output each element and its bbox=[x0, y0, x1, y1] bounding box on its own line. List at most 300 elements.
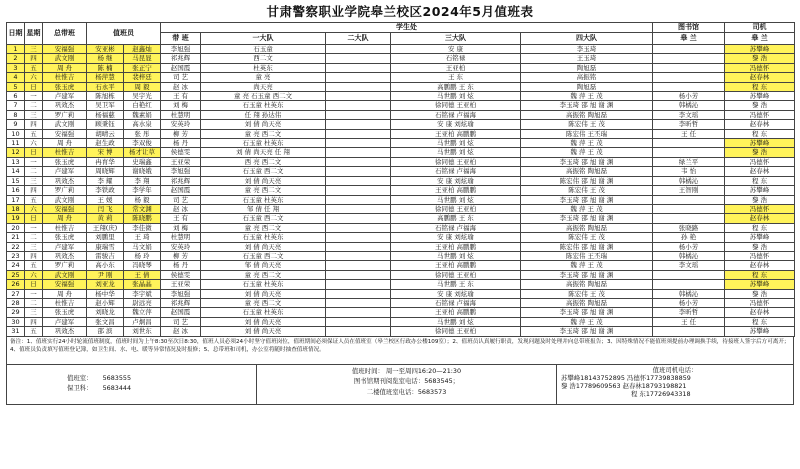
d2-cell bbox=[326, 223, 391, 232]
d3-cell: 石铭禄 卢福海 bbox=[391, 110, 521, 119]
daiban-cell: 杜慧明 bbox=[161, 110, 201, 119]
notes: 备注：1、值班实行24小时轮流值班制度，值班时间为上午8:30至次日8:30，值班人员必须24小时坚守值班岗位，值班期间必须保证人员在值班室（皋兰校区行政办公楼109室）；2、值班员认真履行职责，发现问题及时处理并向总带班报告；3、因特殊情况不能值班须提前办理调换手续，待接班人签字后方可离开；4、值班员负责填写值班登记簿，如卫生间、水、电、暖等异常情况及时报修；5、总带班和司机，办公室将随时抽查值班情况。 bbox=[6, 337, 794, 365]
week-cell: 二 bbox=[25, 167, 43, 176]
d3-cell: 王亚柏 高鹏鹏 bbox=[391, 308, 521, 317]
d2-cell bbox=[326, 148, 391, 157]
week-cell: 日 bbox=[25, 280, 43, 289]
d4-cell: 陈宏伟 王 茂 bbox=[521, 233, 653, 242]
daiban-cell: 安英玲 bbox=[161, 242, 201, 251]
d1-cell: 任 翔 孙达伟 bbox=[201, 110, 326, 119]
col-header-week: 星期 bbox=[25, 23, 43, 45]
d2-cell bbox=[326, 195, 391, 204]
d2-cell bbox=[326, 204, 391, 213]
chief-cell: 巩效杰 bbox=[43, 327, 87, 336]
d1-cell: 石玉童 杜英东 bbox=[201, 308, 326, 317]
d1-cell: 西 亮 西二文 bbox=[201, 157, 326, 166]
week-cell: 日 bbox=[25, 82, 43, 91]
table-row bbox=[7, 280, 795, 289]
d1-cell: 童 亮 西二文 bbox=[201, 270, 326, 279]
table-row bbox=[7, 110, 795, 119]
chief-cell: 卢建军 bbox=[43, 317, 87, 326]
daiban-cell: 柳 芳 bbox=[161, 129, 201, 138]
daiban-cell: 司 艺 bbox=[161, 317, 201, 326]
library-cell bbox=[653, 214, 725, 223]
driver-cell: 赵春林 bbox=[725, 120, 795, 129]
week-cell: 五 bbox=[25, 195, 43, 204]
staff2-cell: 陈晓鹏 bbox=[124, 214, 161, 223]
footer-drivers bbox=[557, 365, 793, 404]
d3-cell: 石铭禄 卢福海 bbox=[391, 167, 521, 176]
staff1-cell: 邵 滨 bbox=[87, 327, 124, 336]
table-row bbox=[7, 139, 795, 148]
day-cell: 14 bbox=[7, 167, 25, 176]
staff2-cell: 张晶晶 bbox=[124, 280, 161, 289]
d4-cell: 魏 萍 王 茂 bbox=[521, 92, 653, 101]
staff2-cell: 裴梓廷 bbox=[124, 73, 161, 82]
d1-cell: 童 亮 西二文 bbox=[201, 298, 326, 307]
d2-cell bbox=[326, 186, 391, 195]
d1-cell: 童 亮 西二文 bbox=[201, 186, 326, 195]
col-header-day: 日期 bbox=[7, 23, 25, 45]
week-cell: 六 bbox=[25, 139, 43, 148]
week-cell: 一 bbox=[25, 157, 43, 166]
driver-cell: 赵春林 bbox=[725, 167, 795, 176]
staff1-cell: 陈 楠 bbox=[87, 63, 124, 72]
d1-cell: 邹 倩 任 翔 bbox=[201, 204, 326, 213]
col-header-chief: 总带班 bbox=[43, 23, 87, 45]
chief-cell: 卢建军 bbox=[43, 167, 87, 176]
d3-cell: 石铭禄 bbox=[391, 54, 521, 63]
week-cell: 一 bbox=[25, 223, 43, 232]
table-row bbox=[7, 63, 795, 72]
d4-cell: 高振铭 陶旭磊 bbox=[521, 110, 653, 119]
daiban-cell: 侯德雯 bbox=[161, 148, 201, 157]
day-cell: 24 bbox=[7, 261, 25, 270]
staff1-cell: 杨萍慧 bbox=[87, 73, 124, 82]
day-cell: 23 bbox=[7, 251, 25, 260]
day-cell: 29 bbox=[7, 308, 25, 317]
d2-cell bbox=[326, 45, 391, 54]
d3-cell: 石铭禄 卢福海 bbox=[391, 298, 521, 307]
day-cell: 3 bbox=[7, 63, 25, 72]
d2-cell bbox=[326, 110, 391, 119]
d2-cell bbox=[326, 280, 391, 289]
d3-cell: 王亚柏 高鹏鹏 bbox=[391, 261, 521, 270]
table-row bbox=[7, 73, 795, 82]
chief-cell: 张玉虎 bbox=[43, 157, 87, 166]
staff1-cell: 刘鹏里 bbox=[87, 233, 124, 242]
d4-cell: 李玉琦 邵 旭 谢 渊 bbox=[521, 270, 653, 279]
d4-cell: 魏 萍 王 茂 bbox=[521, 148, 653, 157]
staff1-cell: 雷骏吉 bbox=[87, 251, 124, 260]
staff1-cell: 刘亚龙 bbox=[87, 280, 124, 289]
week-cell: 五 bbox=[25, 327, 43, 336]
d1-cell: 石玉童 杜英东 bbox=[201, 280, 326, 289]
week-cell: 二 bbox=[25, 233, 43, 242]
daiban-cell: 赵 冰 bbox=[161, 82, 201, 91]
staff2-cell: 李学年 bbox=[124, 186, 161, 195]
library-cell bbox=[653, 45, 725, 54]
staff1-cell: 杨中华 bbox=[87, 289, 124, 298]
d3-cell: 安 康 刘炫瑜 bbox=[391, 120, 521, 129]
table-row bbox=[7, 176, 795, 185]
d4-cell: 李玉琦 邵 旭 谢 渊 bbox=[521, 214, 653, 223]
staff2-cell: 谢晓娥 bbox=[124, 167, 161, 176]
d4-cell: 高振铭 陶旭磊 bbox=[521, 298, 653, 307]
table-row bbox=[7, 233, 795, 242]
d1-cell: 童 亮 石玉童 西二文 bbox=[201, 92, 326, 101]
driver-cell: 黎 浩 bbox=[725, 242, 795, 251]
library-cell: 韩橘沁 bbox=[653, 176, 725, 185]
daiban-cell: 祁兆辉 bbox=[161, 298, 201, 307]
driver-cell: 赵春林 bbox=[725, 73, 795, 82]
driver-phone-title: 值班司机电话： bbox=[652, 365, 698, 374]
week-cell: 三 bbox=[25, 242, 43, 251]
d1-cell: 石玉童 西二文 bbox=[201, 167, 326, 176]
library-cell: 韩橘沁 bbox=[653, 251, 725, 260]
d3-cell: 徐同德 王亚柏 bbox=[391, 157, 521, 166]
driver-phone-2: 黎 浩17789609563 赵春林18793198821 bbox=[561, 381, 687, 390]
staff2-cell: 马文娟 bbox=[124, 242, 161, 251]
chief-cell: 张玉虎 bbox=[43, 82, 87, 91]
library-cell: 杨小芳 bbox=[653, 92, 725, 101]
d3-cell: 安 康 bbox=[391, 45, 521, 54]
library-cell: 杨小芳 bbox=[653, 298, 725, 307]
d4-cell: 陈宏伟 邵 旭 谢 渊 bbox=[521, 242, 653, 251]
table-row bbox=[7, 289, 795, 298]
table-row bbox=[7, 251, 795, 260]
staff1-cell: 胡晴云 bbox=[87, 129, 124, 138]
table-row bbox=[7, 148, 795, 157]
d4-cell: 高振铭 bbox=[521, 73, 653, 82]
staff2-cell: 刘世东 bbox=[124, 327, 161, 336]
d4-cell: 魏 萍 王 茂 bbox=[521, 139, 653, 148]
library-cell: 王 任 bbox=[653, 317, 725, 326]
d3-cell: 王亚柏 高鹏鹏 bbox=[391, 242, 521, 251]
d2-cell bbox=[326, 63, 391, 72]
contact-footer bbox=[6, 365, 794, 405]
week-cell: 二 bbox=[25, 298, 43, 307]
table-row bbox=[7, 308, 795, 317]
d2-cell bbox=[326, 129, 391, 138]
day-cell: 22 bbox=[7, 242, 25, 251]
d4-cell: 陈宏伟 王 茂 bbox=[521, 120, 653, 129]
week-cell: 日 bbox=[25, 148, 43, 157]
staff2-cell: 魏素娟 bbox=[124, 110, 161, 119]
driver-cell: 苏攀峰 bbox=[725, 280, 795, 289]
d3-cell: 马世鹏 刘 炫 bbox=[391, 251, 521, 260]
daiban-cell: 李旭强 bbox=[161, 167, 201, 176]
staff2-cell: 史瑞鑫 bbox=[124, 157, 161, 166]
driver-cell: 苏攀峰 bbox=[725, 139, 795, 148]
d1-cell: 尚天亮 bbox=[201, 82, 326, 91]
library-cell bbox=[653, 73, 725, 82]
chief-cell: 武文刚 bbox=[43, 270, 87, 279]
day-cell: 31 bbox=[7, 327, 25, 336]
d3-cell: 高鹏鹏 王 东 bbox=[391, 82, 521, 91]
daiban-cell: 李旭强 bbox=[161, 45, 201, 54]
staff2-cell: 常文渊 bbox=[124, 204, 161, 213]
d4-cell: 陶旭磊 bbox=[521, 63, 653, 72]
daiban-cell: 杨 丹 bbox=[161, 261, 201, 270]
d1-cell: 刘 倩 尚天亮 bbox=[201, 242, 326, 251]
chief-cell: 安福强 bbox=[43, 129, 87, 138]
staff1-cell: 赵小辉 bbox=[87, 298, 124, 307]
chief-cell: 张玉虎 bbox=[43, 233, 87, 242]
daiban-cell: 祁兆辉 bbox=[161, 54, 201, 63]
staff1-cell: 杨福慈 bbox=[87, 110, 124, 119]
daiban-cell: 赵国霞 bbox=[161, 186, 201, 195]
driver-cell: 程 东 bbox=[725, 176, 795, 185]
d1-cell: 石玉童 西二文 bbox=[201, 214, 326, 223]
day-cell: 12 bbox=[7, 148, 25, 157]
d2-cell bbox=[326, 101, 391, 110]
staff2-cell: 李宇斌 bbox=[124, 289, 161, 298]
day-cell: 21 bbox=[7, 233, 25, 242]
chief-cell: 周 舟 bbox=[43, 214, 87, 223]
library-cell: 王 任 bbox=[653, 129, 725, 138]
library-cell bbox=[653, 148, 725, 157]
staff2-cell: 冯晓琴 bbox=[124, 261, 161, 270]
staff2-cell: 卢炯昌 bbox=[124, 317, 161, 326]
table-row bbox=[7, 317, 795, 326]
week-cell: 四 bbox=[25, 251, 43, 260]
daiban-cell: 刘 梅 bbox=[161, 223, 201, 232]
week-cell: 一 bbox=[25, 92, 43, 101]
week-cell: 三 bbox=[25, 110, 43, 119]
driver-cell: 黎 浩 bbox=[725, 148, 795, 157]
day-cell: 26 bbox=[7, 280, 25, 289]
d4-cell: 陈宏伟 王 茂 bbox=[521, 289, 653, 298]
staff2-cell: 王 琦 bbox=[124, 233, 161, 242]
d2-cell bbox=[326, 233, 391, 242]
table-row bbox=[7, 54, 795, 63]
d2-cell bbox=[326, 54, 391, 63]
chief-cell: 杜惟吉 bbox=[43, 223, 87, 232]
chief-cell: 张玉虎 bbox=[43, 308, 87, 317]
d2-cell bbox=[326, 176, 391, 185]
daiban-cell: 赵国霞 bbox=[161, 308, 201, 317]
staff2-cell: 李佳微 bbox=[124, 223, 161, 232]
daiban-cell: 王 有 bbox=[161, 214, 201, 223]
d1-cell: 童 亮 西二文 bbox=[201, 223, 326, 232]
staff2-cell: 魏立萍 bbox=[124, 308, 161, 317]
d2-cell bbox=[326, 261, 391, 270]
guard-room-phone: 5683444 bbox=[102, 383, 132, 392]
table-row bbox=[7, 167, 795, 176]
chief-cell: 罗广莉 bbox=[43, 110, 87, 119]
staff2-cell: 王 倩 bbox=[124, 270, 161, 279]
library-cell: 李昕哲 bbox=[653, 308, 725, 317]
driver-cell: 冯德怀 bbox=[725, 251, 795, 260]
staff1-cell: 高小东 bbox=[87, 261, 124, 270]
driver-cell: 冯德怀 bbox=[725, 157, 795, 166]
staff2-cell: 赵鑫灿 bbox=[124, 45, 161, 54]
driver-cell: 程 东 bbox=[725, 223, 795, 232]
driver-cell: 冯德怀 bbox=[725, 204, 795, 213]
table-row bbox=[7, 204, 795, 213]
col-header-library: 图书馆 bbox=[653, 23, 725, 33]
staff1-cell: 石永平 bbox=[87, 82, 124, 91]
col-header-daiban: 带 班 bbox=[161, 33, 201, 45]
d3-cell: 徐同德 王亚柏 bbox=[391, 101, 521, 110]
d3-cell: 王 东 bbox=[391, 73, 521, 82]
day-cell: 13 bbox=[7, 157, 25, 166]
driver-cell: 苏攀峰 bbox=[725, 327, 795, 336]
col-header-d4: 四大队 bbox=[521, 33, 653, 45]
day-cell: 18 bbox=[7, 204, 25, 213]
d3-cell: 安 康 刘炫瑜 bbox=[391, 176, 521, 185]
week-cell: 四 bbox=[25, 54, 43, 63]
chief-cell: 杜惟吉 bbox=[43, 148, 87, 157]
d3-cell: 马世鹏 刘 炫 bbox=[391, 195, 521, 204]
library-phone-2: 二楼值班室电话：5683573 bbox=[366, 387, 447, 396]
week-cell: 六 bbox=[25, 73, 43, 82]
table-row bbox=[7, 195, 795, 204]
driver-cell: 苏攀峰 bbox=[725, 92, 795, 101]
d4-cell: 李玉琦 邵 旭 谢 渊 bbox=[521, 327, 653, 336]
table-row bbox=[7, 223, 795, 232]
staff2-cell: 杨 玲 bbox=[124, 251, 161, 260]
table-row bbox=[7, 214, 795, 223]
d1-cell: 石玉童 杜英东 bbox=[201, 233, 326, 242]
week-cell: 一 bbox=[25, 289, 43, 298]
daiban-cell: 王亚荣 bbox=[161, 280, 201, 289]
library-cell: 韩橘沁 bbox=[653, 101, 725, 110]
d4-cell: 李玉琦 邵 旭 谢 渊 bbox=[521, 195, 653, 204]
day-cell: 7 bbox=[7, 101, 25, 110]
chief-cell: 卢建军 bbox=[43, 242, 87, 251]
table-row bbox=[7, 120, 795, 129]
d4-cell: 李玉琦 bbox=[521, 45, 653, 54]
d2-cell bbox=[326, 120, 391, 129]
library-cell bbox=[653, 63, 725, 72]
staff2-cell: 周 毅 bbox=[124, 82, 161, 91]
staff1-cell: 尹 刚 bbox=[87, 270, 124, 279]
col-header-library-sub: 皋 兰 bbox=[653, 33, 725, 45]
duty-hours: 值班时间： 周一至周四16:20—21:30 bbox=[351, 366, 462, 375]
table-row bbox=[7, 298, 795, 307]
d2-cell bbox=[326, 308, 391, 317]
day-cell: 2 bbox=[7, 54, 25, 63]
daiban-cell: 柳 芳 bbox=[161, 251, 201, 260]
table-row bbox=[7, 327, 795, 336]
library-cell bbox=[653, 54, 725, 63]
daiban-cell: 赵 冰 bbox=[161, 327, 201, 336]
driver-cell: 赵春林 bbox=[725, 308, 795, 317]
week-cell: 四 bbox=[25, 120, 43, 129]
guard-room-label: 保卫科： bbox=[67, 383, 93, 392]
staff1-cell: 顾秉钰 bbox=[87, 120, 124, 129]
d4-cell: 魏 萍 王 茂 bbox=[521, 317, 653, 326]
d3-cell: 马世鹏 刘 炫 bbox=[391, 139, 521, 148]
day-cell: 5 bbox=[7, 82, 25, 91]
table-row bbox=[7, 92, 795, 101]
d3-cell: 王亚柏 高鹏鹏 bbox=[391, 186, 521, 195]
d1-cell: 石玉童 西二文 bbox=[201, 251, 326, 260]
d4-cell: 高振铭 陶旭磊 bbox=[521, 167, 653, 176]
day-cell: 15 bbox=[7, 176, 25, 185]
d1-cell: 刘 倩 尚天亮 任 翔 bbox=[201, 148, 326, 157]
d2-cell bbox=[326, 270, 391, 279]
day-cell: 9 bbox=[7, 120, 25, 129]
col-header-driver-sub: 皋 兰 bbox=[725, 33, 795, 45]
d4-cell: 高振铭 陶旭磊 bbox=[521, 280, 653, 289]
staff2-cell: 张 彤 bbox=[124, 129, 161, 138]
footer-hours bbox=[257, 365, 557, 404]
col-header-driver: 司机 bbox=[725, 23, 795, 33]
day-cell: 20 bbox=[7, 223, 25, 232]
table-row bbox=[7, 242, 795, 251]
staff1-cell: 王 媛 bbox=[87, 195, 124, 204]
day-cell: 10 bbox=[7, 129, 25, 138]
d4-cell: 李玉琦 邵 旭 谢 渊 bbox=[521, 157, 653, 166]
library-cell bbox=[653, 139, 725, 148]
d4-cell: 高振铭 陶旭磊 bbox=[521, 223, 653, 232]
col-header-d1: 一大队 bbox=[201, 33, 326, 45]
week-cell: 五 bbox=[25, 261, 43, 270]
d1-cell: 石玉童 杜英东 bbox=[201, 101, 326, 110]
duty-table bbox=[6, 22, 795, 337]
day-cell: 6 bbox=[7, 92, 25, 101]
d4-cell: 魏 萍 王 茂 bbox=[521, 261, 653, 270]
duty-room-label: 值班室： bbox=[67, 373, 93, 382]
chief-cell: 武文刚 bbox=[43, 120, 87, 129]
day-cell: 17 bbox=[7, 195, 25, 204]
staff1-cell: 赵生政 bbox=[87, 139, 124, 148]
driver-cell: 冯德怀 bbox=[725, 63, 795, 72]
d4-cell: 李玉琦 邵 旭 谢 渊 bbox=[521, 308, 653, 317]
col-header-d3: 三大队 bbox=[391, 33, 521, 45]
d4-cell: 王玉琦 bbox=[521, 54, 653, 63]
chief-cell: 杜惟吉 bbox=[43, 298, 87, 307]
chief-cell: 安福强 bbox=[43, 280, 87, 289]
library-cell bbox=[653, 280, 725, 289]
week-cell: 五 bbox=[25, 63, 43, 72]
week-cell: 三 bbox=[25, 308, 43, 317]
driver-cell: 程 东 bbox=[725, 317, 795, 326]
library-cell: 李文瑶 bbox=[653, 261, 725, 270]
duty-rows bbox=[7, 45, 795, 337]
week-cell: 六 bbox=[25, 204, 43, 213]
library-cell bbox=[653, 327, 725, 336]
week-cell: 日 bbox=[25, 214, 43, 223]
library-cell: 韩橘沁 bbox=[653, 289, 725, 298]
d2-cell bbox=[326, 82, 391, 91]
chief-cell: 安福强 bbox=[43, 45, 87, 54]
d3-cell: 马世鹏 刘 炫 bbox=[391, 148, 521, 157]
staff1-cell: 周晓辉 bbox=[87, 167, 124, 176]
driver-cell: 冯德怀 bbox=[725, 298, 795, 307]
chief-cell: 罗广莉 bbox=[43, 261, 87, 270]
day-cell: 16 bbox=[7, 186, 25, 195]
d1-cell: 石玉童 杜英东 bbox=[201, 195, 326, 204]
week-cell: 三 bbox=[25, 176, 43, 185]
daiban-cell: 杜慧明 bbox=[161, 233, 201, 242]
table-row bbox=[7, 45, 795, 54]
table-row bbox=[7, 261, 795, 270]
staff1-cell: 张文昌 bbox=[87, 317, 124, 326]
footer-phones bbox=[7, 365, 257, 404]
staff2-cell: 杨才让草 bbox=[124, 148, 161, 157]
week-cell: 三 bbox=[25, 45, 43, 54]
d3-cell: 石铭禄 卢福海 bbox=[391, 223, 521, 232]
d3-cell: 安 康 刘炫瑜 bbox=[391, 233, 521, 242]
staff1-cell: 王翔(庆) bbox=[87, 223, 124, 232]
day-cell: 27 bbox=[7, 289, 25, 298]
driver-cell: 冯德怀 bbox=[725, 110, 795, 119]
chief-cell: 杜惟吉 bbox=[43, 73, 87, 82]
